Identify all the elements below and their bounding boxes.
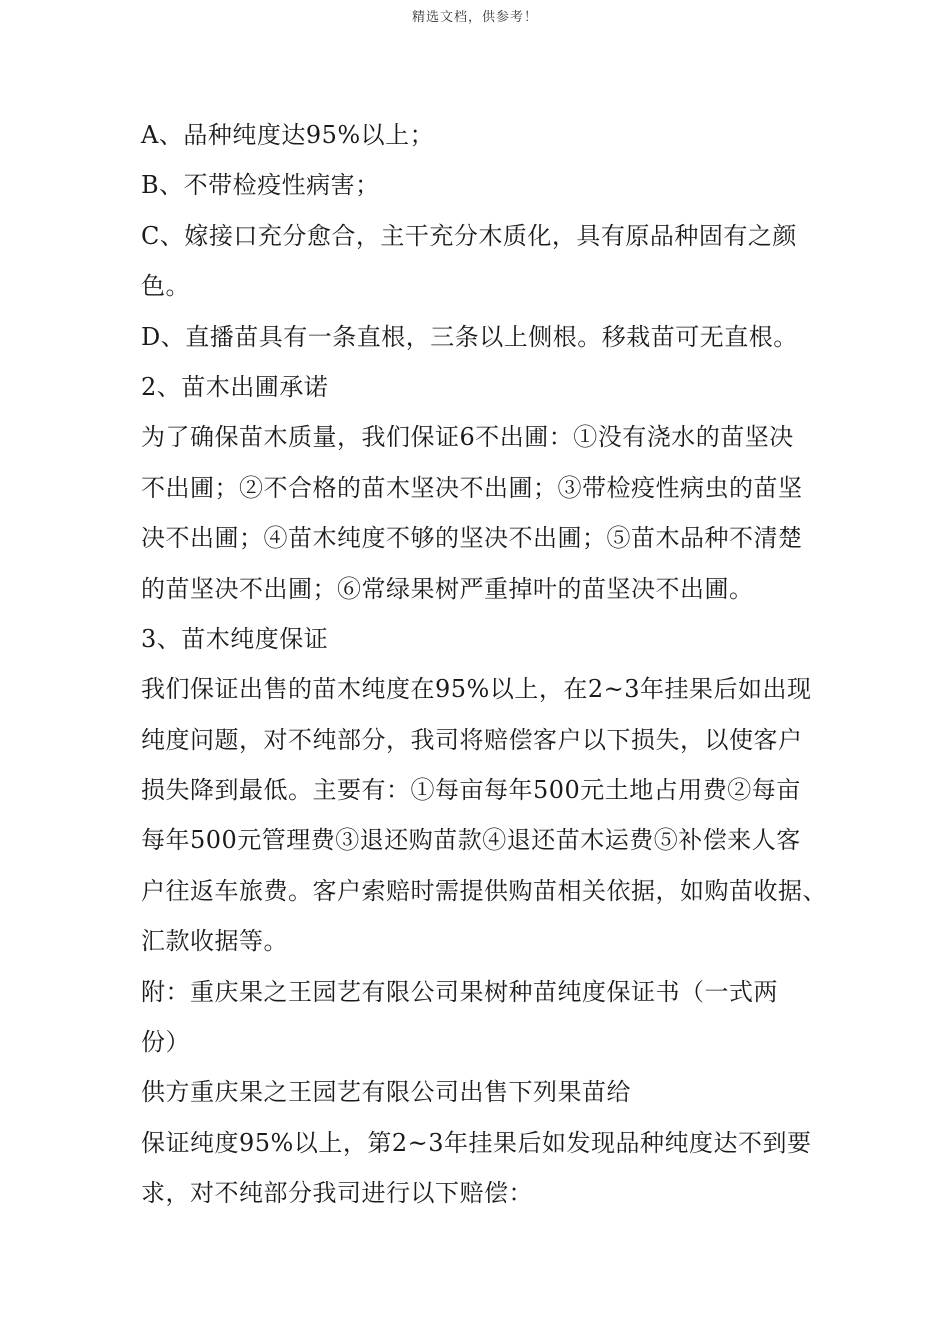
text-line: 我们保证出售的苗木纯度在95%以上，在2~3年挂果后如出现 bbox=[141, 675, 812, 704]
text-line: A、品种纯度达95%以上； bbox=[141, 121, 435, 149]
text-line: 为了确保苗木质量，我们保证6不出圃：①没有浇水的苗坚决 bbox=[141, 423, 794, 452]
text-line: D、直播苗具有一条直根，三条以上侧根。移栽苗可无直根。 bbox=[141, 322, 798, 351]
text-line: 色。 bbox=[141, 272, 190, 301]
section-heading: 3、苗木纯度保证 bbox=[141, 624, 329, 653]
text-line: 决不出圃；④苗木纯度不够的坚决不出圃；⑤苗木品种不清楚 bbox=[141, 524, 803, 553]
text-line: B、不带检疫性病害； bbox=[141, 171, 380, 200]
text-line: 每年500元管理费③退还购苗款④退还苗木运费⑤补偿来人客 bbox=[141, 826, 801, 855]
text-line: 纯度问题，对不纯部分，我司将赔偿客户以下损失，以使客户 bbox=[141, 725, 803, 754]
text-line: C、嫁接口充分愈合，主干充分木质化，具有原品种固有之颜 bbox=[141, 221, 797, 250]
text-line: 的苗坚决不出圃；⑥常绿果树严重掉叶的苗坚决不出圃。 bbox=[141, 574, 754, 603]
page-header: 精选文档，供参考！ bbox=[411, 10, 538, 25]
text-line: 不出圃；②不合格的苗木坚决不出圃；③带检疫性病虫的苗坚 bbox=[141, 473, 803, 502]
text-line: 户往返车旅费。客户索赔时需提供购苗相关依据，如购苗收据、 bbox=[141, 876, 827, 905]
text-line: 供方重庆果之王园艺有限公司出售下列果苗给 bbox=[141, 1078, 631, 1107]
text-line: 附：重庆果之王园艺有限公司果树种苗纯度保证书（一式两 bbox=[141, 977, 778, 1006]
section-heading: 2、苗木出圃承诺 bbox=[141, 372, 329, 401]
text-line: 损失降到最低。主要有：①每亩每年500元土地占用费②每亩 bbox=[141, 776, 801, 805]
text-line: 求，对不纯部分我司进行以下赔偿： bbox=[141, 1179, 533, 1208]
text-line: 保证纯度95%以上，第2~3年挂果后如发现品种纯度达不到要 bbox=[141, 1128, 812, 1157]
document-body bbox=[141, 110, 846, 1219]
text-line: 汇款收据等。 bbox=[141, 927, 288, 956]
text-line: 份） bbox=[141, 1028, 190, 1057]
